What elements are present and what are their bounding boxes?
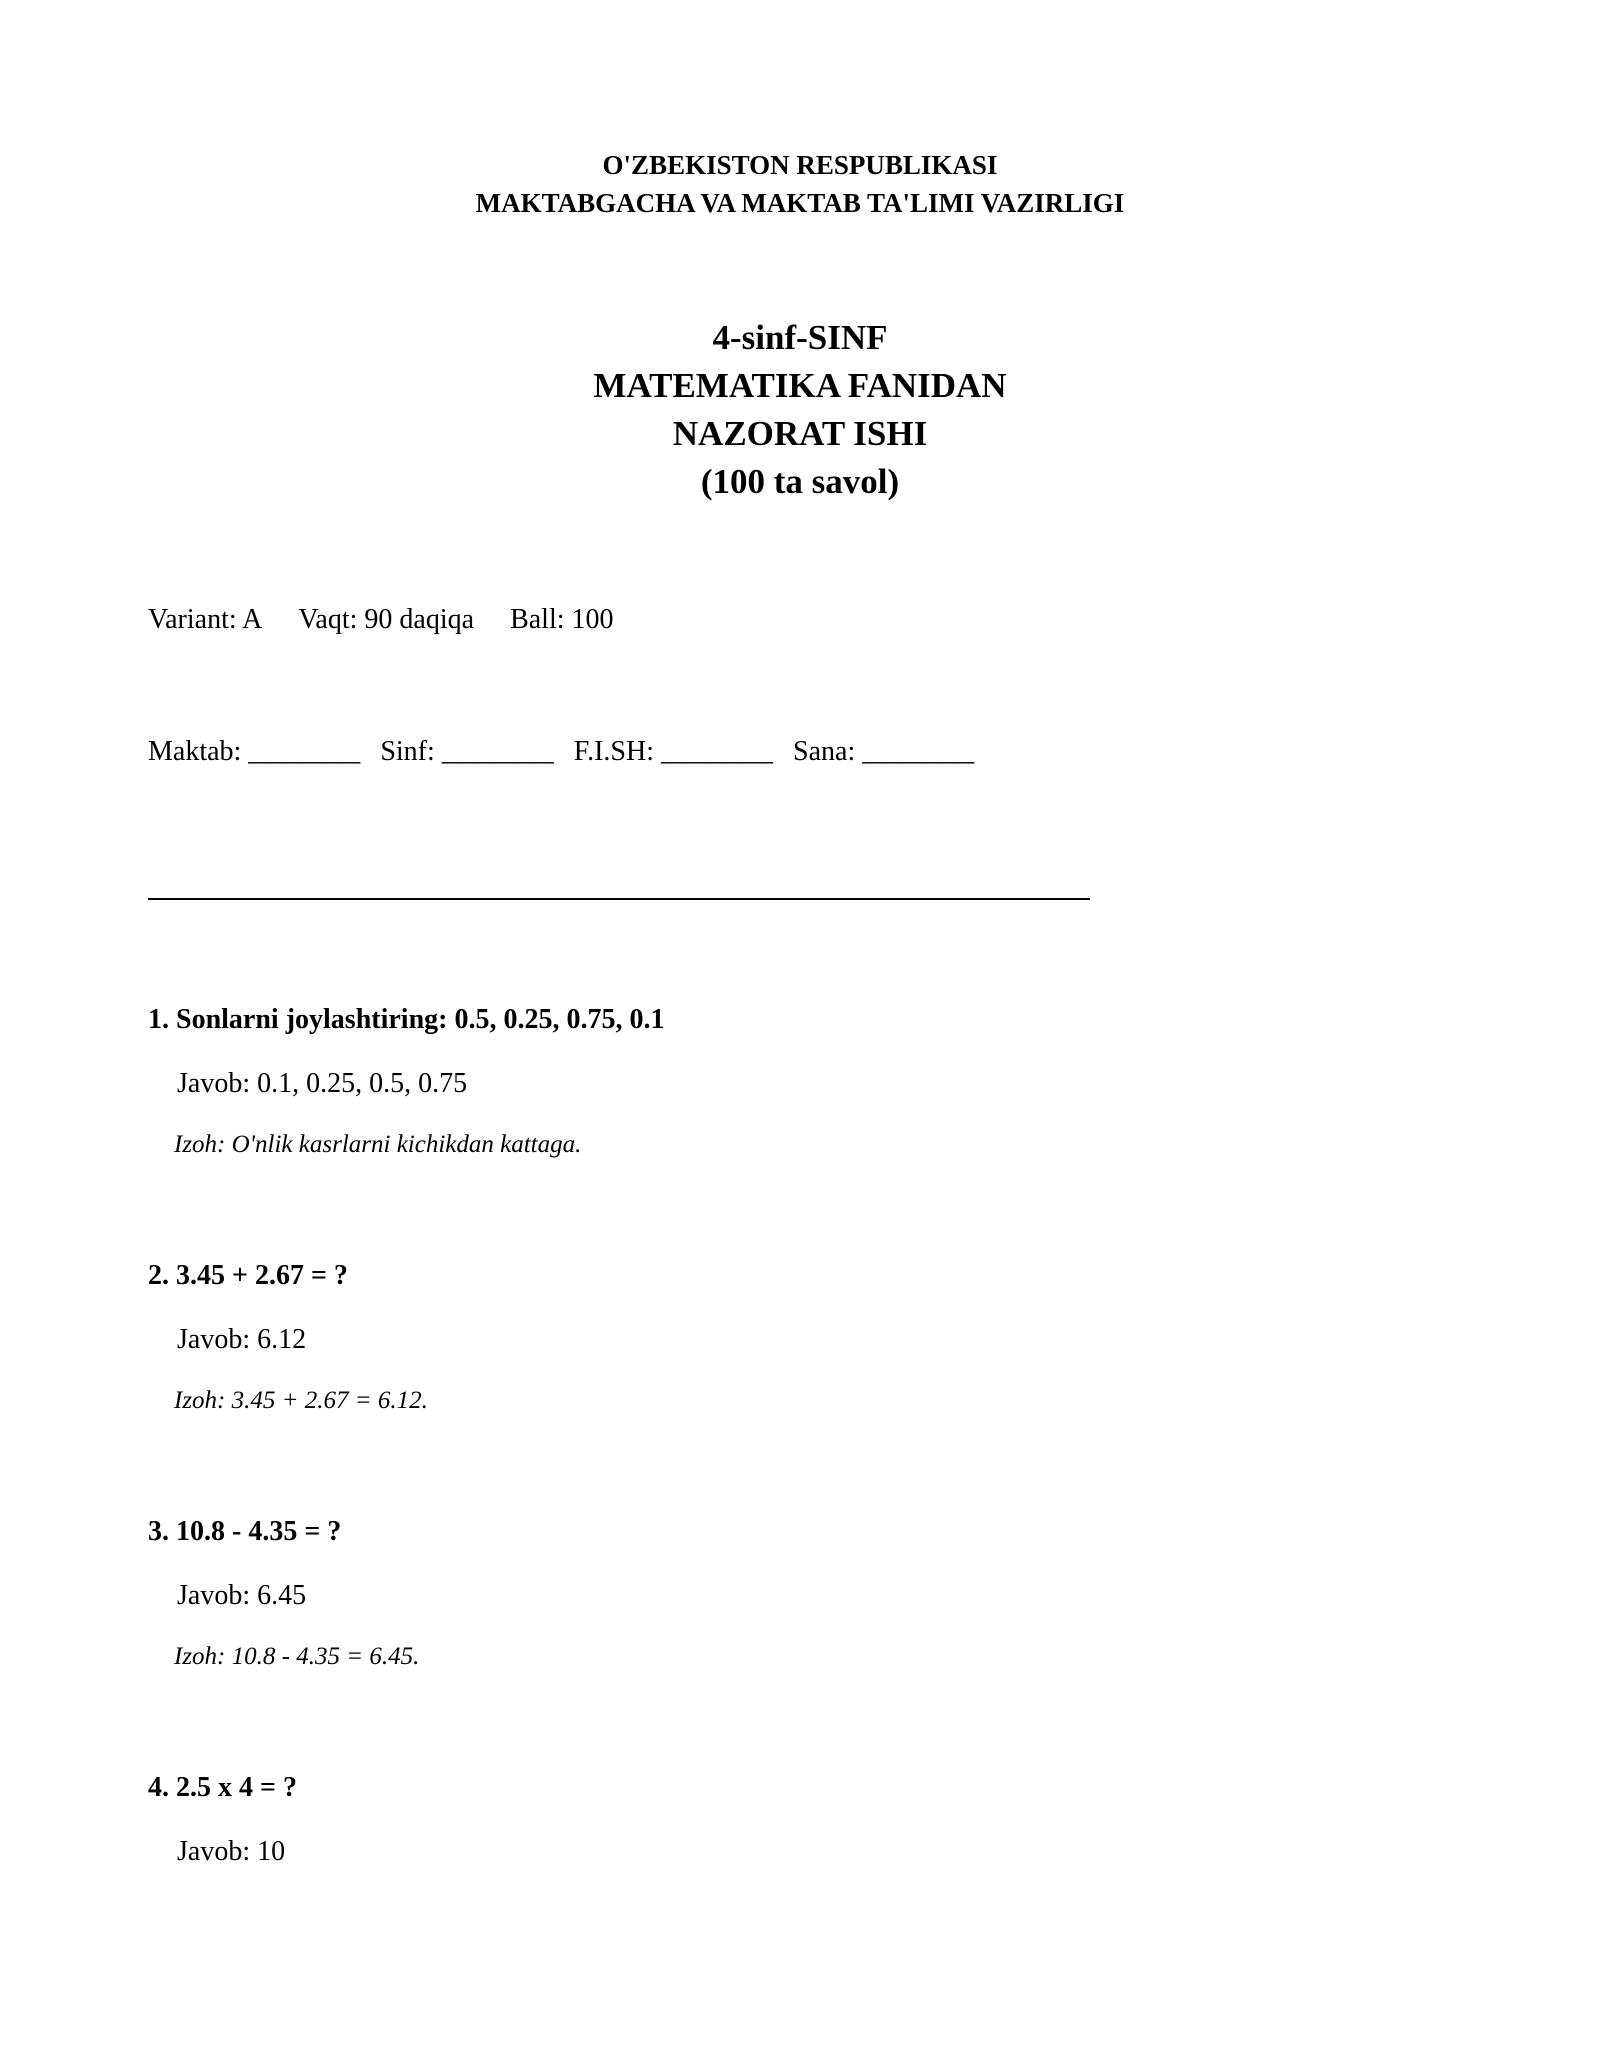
- answer-text: Javob: 6.12: [177, 1324, 307, 1355]
- answer-text: Javob: 10: [177, 1836, 286, 1867]
- separator-line: [148, 898, 1090, 900]
- note-text: Izoh: 10.8 - 4.35 = 6.45.: [174, 1643, 420, 1670]
- note-text: Izoh: 3.45 + 2.67 = 6.12.: [174, 1387, 428, 1414]
- title-grade: 4-sinf-SINF: [712, 318, 888, 357]
- exam-meta: [148, 602, 614, 638]
- question-item: [148, 1002, 1448, 1162]
- title-count: (100 ta savol): [700, 462, 900, 501]
- school-field: Maktab: ________: [148, 736, 361, 767]
- name-field: F.I.SH: ________: [573, 736, 774, 767]
- header-ministry: MAKTABGACHA VA MAKTAB TA'LIMI VAZIRLIGI: [475, 188, 1125, 218]
- question-text: 2. 3.45 + 2.67 = ?: [148, 1260, 348, 1291]
- title-subject: MATEMATIKA FANIDAN: [593, 366, 1007, 405]
- question-item: [148, 1770, 1448, 1870]
- question-text: 1. Sonlarni joylashtiring: 0.5, 0.25, 0.75, 0.1: [148, 1004, 665, 1035]
- student-fields: [148, 734, 974, 770]
- answer-text: Javob: 0.1, 0.25, 0.5, 0.75: [177, 1068, 468, 1099]
- question-text: 4. 2.5 x 4 = ?: [148, 1772, 297, 1803]
- class-field: Sinf: ________: [380, 736, 554, 767]
- date-field: Sana: ________: [793, 736, 975, 767]
- time-label: Vaqt: 90 daqiqa: [298, 604, 475, 635]
- header-country: O'ZBEKISTON RESPUBLIKASI: [602, 150, 998, 180]
- title-type: NAZORAT ISHI: [672, 414, 928, 453]
- question-item: [148, 1514, 1448, 1674]
- score-label: Ball: 100: [510, 604, 614, 635]
- note-text: Izoh: O'nlik kasrlarni kichikdan kattaga.: [174, 1131, 582, 1158]
- answer-text: Javob: 6.45: [177, 1580, 307, 1611]
- question-text: 3. 10.8 - 4.35 = ?: [148, 1516, 342, 1547]
- ministry-header: [0, 146, 1600, 222]
- question-item: [148, 1258, 1448, 1418]
- document-title: [0, 314, 1600, 506]
- variant-label: Variant: A: [148, 604, 263, 635]
